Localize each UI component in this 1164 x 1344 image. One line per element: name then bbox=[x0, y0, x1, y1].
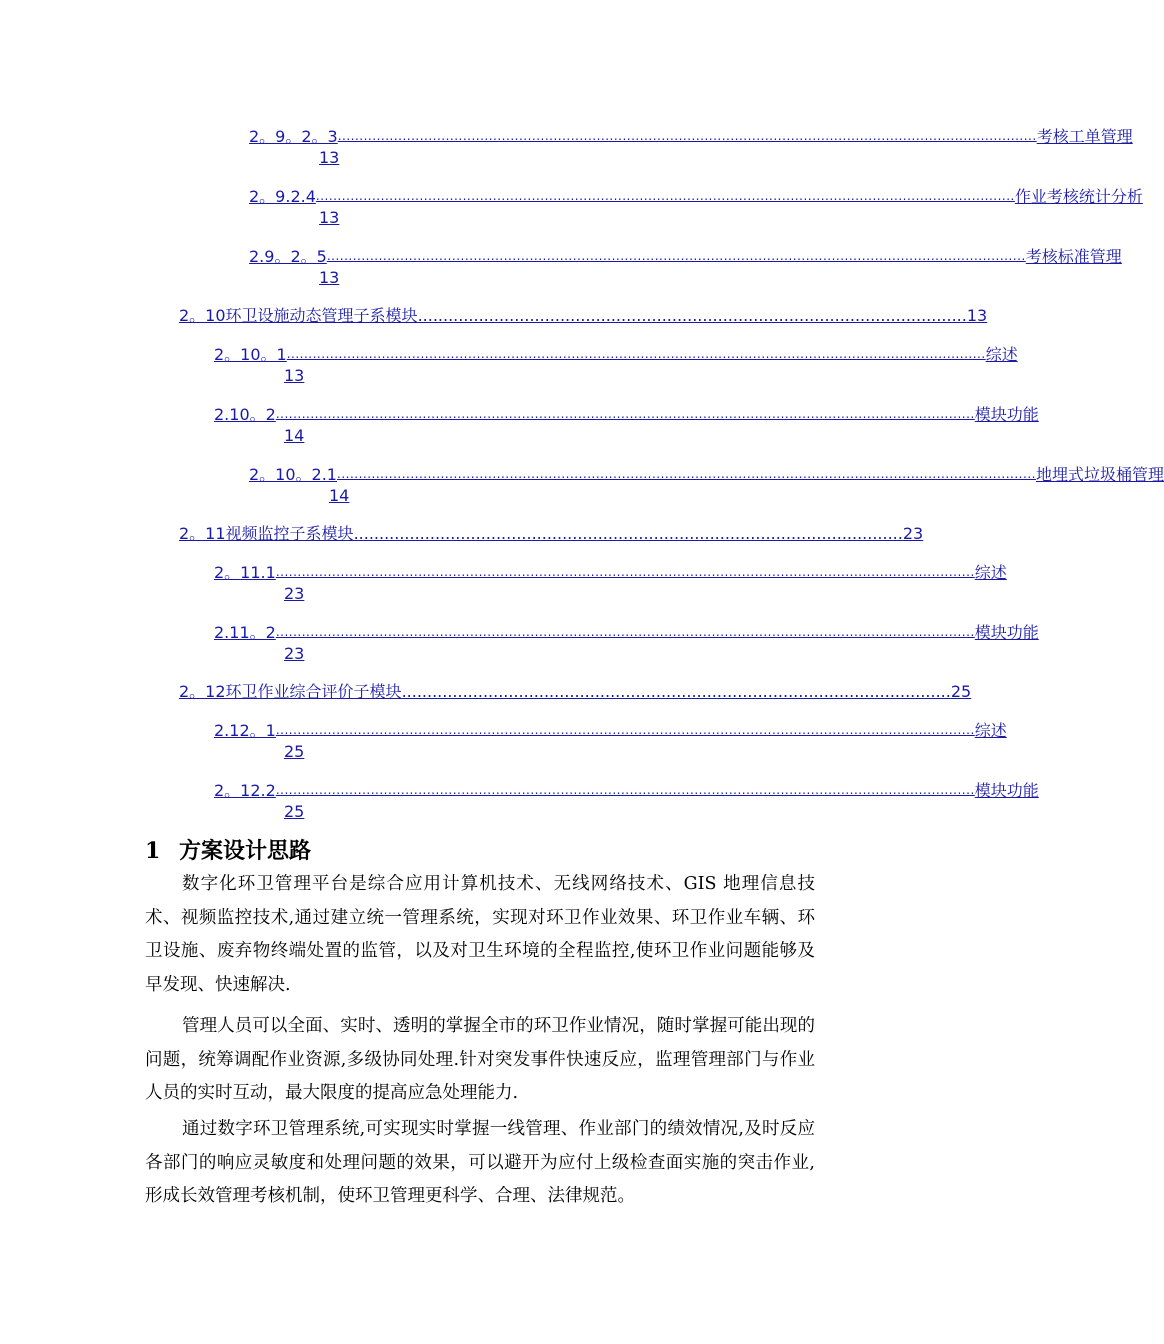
body-paragraph: 数字化环卫管理平台是综合应用计算机技术、无线网络技术、GIS 地理信息技术、视频监控技术,通过建立统一管理系统，实现对环卫作业效果、环卫作业车辆、环卫设施、废弃物终端处置的监管，以及对卫生环境的全程监控,使环卫作业问题能够及早发现、快速解决. bbox=[145, 874, 815, 995]
toc-entry[interactable] bbox=[214, 344, 1018, 386]
toc-entry-page: 25 bbox=[284, 742, 305, 761]
toc-entry-number: 2。9。2。3 bbox=[249, 127, 338, 146]
toc-leader: .................................................................................................................................................................. bbox=[275, 783, 975, 797]
toc-entry-title: 综述 bbox=[974, 721, 1007, 740]
toc-entry-number: 2。11 bbox=[179, 524, 226, 543]
section-title: 方案设计思路 bbox=[179, 838, 312, 864]
toc-entry-page: 13 bbox=[319, 268, 340, 287]
toc-entry-number: 2。9.2.4 bbox=[249, 187, 316, 206]
toc-entry[interactable] bbox=[214, 622, 1039, 664]
toc-leader: .................................................................................................................................................................. bbox=[326, 249, 1026, 263]
toc-entry[interactable] bbox=[214, 780, 1039, 822]
toc-leader: .................................................................................................................................................................. bbox=[275, 407, 975, 421]
toc-entry-number: 2.9。2。5 bbox=[249, 247, 327, 266]
toc-entry-number: 2.12。1 bbox=[214, 721, 276, 740]
toc-entry[interactable] bbox=[249, 126, 1133, 168]
toc-entry-title: 视频监控子系模块 bbox=[225, 524, 354, 543]
toc-leader: ............................................................................................................ bbox=[353, 524, 903, 543]
section-heading bbox=[145, 834, 311, 865]
toc-entry-page: 25 bbox=[284, 802, 305, 821]
toc-entry-number: 2。10 bbox=[179, 306, 226, 325]
toc-leader: .................................................................................................................................................................. bbox=[275, 625, 975, 639]
toc-entry-title: 环卫设施动态管理子系模块 bbox=[225, 306, 418, 325]
toc-entry-page: 23 bbox=[284, 584, 305, 603]
toc-entry-page: 14 bbox=[329, 486, 350, 505]
toc-leader: .................................................................................................................................................................. bbox=[337, 467, 1036, 481]
toc-entry-number: 2。12 bbox=[179, 682, 226, 701]
toc-entry-number: 2.10。2 bbox=[214, 405, 276, 424]
toc-entry-page: 23 bbox=[284, 644, 305, 663]
toc-entry-number: 2.11。2 bbox=[214, 623, 276, 642]
toc-entry[interactable] bbox=[214, 404, 1039, 446]
toc-entry[interactable] bbox=[179, 523, 924, 544]
toc-entry-number: 2。12.2 bbox=[214, 781, 276, 800]
body-paragraph: 管理人员可以全面、实时、透明的掌握全市的环卫作业情况，随时掌握可能出现的问题，统筹调配作业资源,多级协同处理.针对突发事件快速反应，监理管理部门与作业人员的实时互动，最大限度的提高应急处理能力. bbox=[145, 1016, 815, 1103]
toc-entry[interactable] bbox=[249, 186, 1143, 228]
toc-entry-title: 综述 bbox=[974, 563, 1007, 582]
toc-leader: ............................................................................................................ bbox=[417, 306, 967, 325]
toc-entry-page: 23 bbox=[902, 524, 924, 543]
toc-entry-title: 综述 bbox=[985, 345, 1018, 364]
toc-entry-page: 25 bbox=[950, 682, 972, 701]
toc-entry[interactable] bbox=[214, 720, 1007, 762]
toc-leader: .................................................................................................................................................................. bbox=[275, 565, 975, 579]
toc-entry[interactable] bbox=[179, 305, 988, 326]
toc-entry-number: 2。10。2.1 bbox=[249, 465, 337, 484]
toc-entry-title: 作业考核统计分析 bbox=[1014, 187, 1143, 206]
toc-entry-title: 地埋式垃圾桶管理 bbox=[1035, 465, 1164, 484]
toc-entry-page: 13 bbox=[319, 208, 340, 227]
toc-leader: .................................................................................................................................................................. bbox=[337, 129, 1037, 143]
toc-leader: ............................................................................................................ bbox=[401, 682, 951, 701]
body-paragraph: 通过数字环卫管理系统,可实现实时掌握一线管理、作业部门的绩效情况,及时反应各部门的响应灵敏度和处理问题的效果，可以避开为应付上级检查面实施的突击作业,形成长效管理考核机制，使环卫管理更科学、合理、法律规范。 bbox=[145, 1119, 815, 1206]
toc-entry[interactable] bbox=[214, 562, 1007, 604]
toc-entry-title: 考核工单管理 bbox=[1036, 127, 1133, 146]
toc-entry-title: 模块功能 bbox=[974, 781, 1039, 800]
toc-entry[interactable] bbox=[179, 681, 972, 702]
toc-entry-title: 环卫作业综合评价子模块 bbox=[225, 682, 402, 701]
toc-entry[interactable] bbox=[249, 464, 1164, 506]
toc-entry-title: 模块功能 bbox=[974, 405, 1039, 424]
toc-entry-page: 13 bbox=[319, 148, 340, 167]
section-number: 1 bbox=[145, 838, 161, 864]
toc-entry-number: 2。11.1 bbox=[214, 563, 276, 582]
toc-entry-title: 考核标准管理 bbox=[1025, 247, 1122, 266]
toc-entry-page: 13 bbox=[284, 366, 305, 385]
toc-entry[interactable] bbox=[249, 246, 1122, 288]
toc-entry-page: 14 bbox=[284, 426, 305, 445]
toc-leader: .................................................................................................................................................................. bbox=[286, 347, 986, 361]
toc-leader: .................................................................................................................................................................. bbox=[275, 723, 975, 737]
toc-entry-page: 13 bbox=[966, 306, 988, 325]
toc-entry-title: 模块功能 bbox=[974, 623, 1039, 642]
toc-leader: .................................................................................................................................................................. bbox=[315, 189, 1015, 203]
toc-entry-number: 2。10。1 bbox=[214, 345, 287, 364]
